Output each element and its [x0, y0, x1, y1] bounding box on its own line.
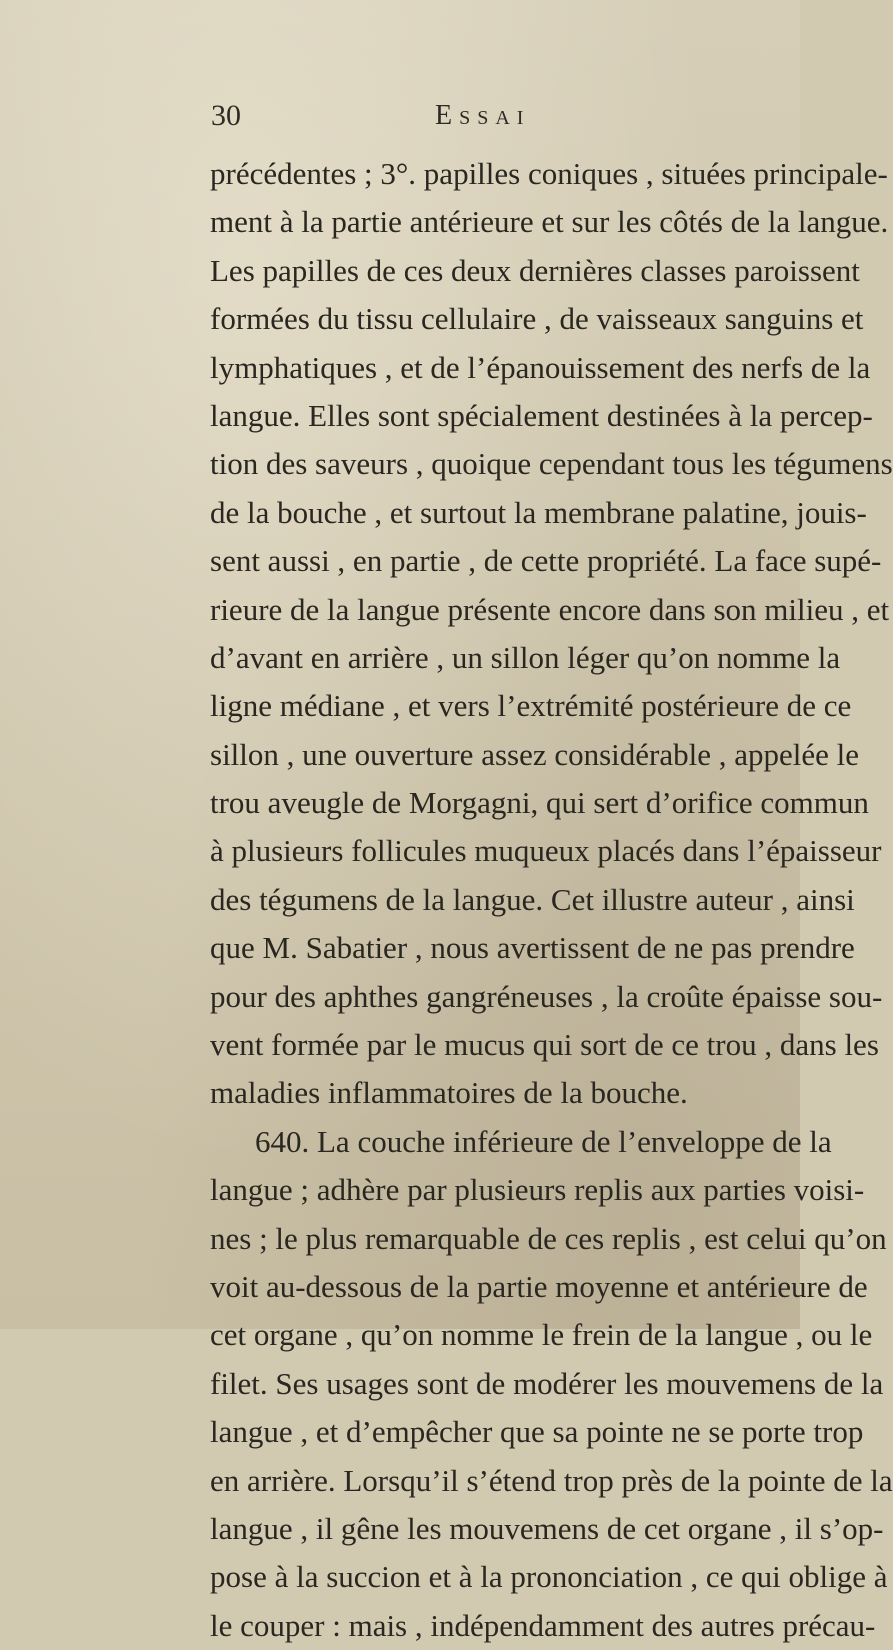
- text-line: Les papilles de ces deux dernières classes paroissent: [210, 252, 860, 288]
- running-head: Essai: [435, 100, 531, 131]
- text-line: en arrière. Lorsqu’il s’étend trop près de la pointe de la: [210, 1462, 893, 1498]
- text-line: trou aveugle de Morgagni, qui sert d’orifice commun: [210, 785, 869, 821]
- paragraph-end-line: maladies inflammatoires de la bouche.: [210, 1075, 688, 1111]
- text-line: ment à la partie antérieure et sur les côtés de la langue.: [210, 204, 889, 240]
- text-line: pour des aphthes gangréneuses , la croûte épaisse sou-: [210, 978, 883, 1014]
- paragraph-start-line: 640. La couche inférieure de l’enveloppe de la: [255, 1123, 832, 1159]
- text-line: langue ; adhère par plusieurs replis aux parties voisi-: [210, 1172, 865, 1208]
- text-line: que M. Sabatier , nous avertissent de ne pas prendre: [210, 930, 855, 966]
- body-text: [210, 150, 893, 1650]
- text-line: à plusieurs follicules muqueux placés dans l’épaisseur: [210, 833, 882, 869]
- text-line: langue , et d’empêcher que sa pointe ne se porte trop: [210, 1414, 864, 1450]
- text-line: filet. Ses usages sont de modérer les mouvemens de la: [210, 1365, 884, 1401]
- text-line: de la bouche , et surtout la membrane palatine, jouis-: [210, 494, 867, 530]
- page-header: [0, 98, 800, 138]
- text-line: langue , il gêne les mouvemens de cet organe , il s’op-: [210, 1510, 884, 1546]
- text-line: vent formée par le mucus qui sort de ce trou , dans les: [210, 1027, 879, 1063]
- text-line: d’avant en arrière , un sillon léger qu’on nomme la: [210, 639, 841, 675]
- text-line: sent aussi , en partie , de cette propriété. La face supé-: [210, 543, 882, 579]
- page-number: 30: [211, 99, 241, 132]
- text-line: voit au-dessous de la partie moyenne et antérieure de: [210, 1268, 868, 1304]
- text-line: précédentes ; 3°. papilles coniques , situées principale-: [210, 156, 888, 191]
- text-line: tion des saveurs , quoique cependant tous les tégumens: [210, 446, 893, 482]
- text-line: formées du tissu cellulaire , de vaisseaux sanguins et: [210, 301, 864, 337]
- text-line: le couper : mais , indépendamment des autres précau-: [210, 1607, 876, 1643]
- text-line: pose à la succion et à la prononciation , ce qui oblige à: [210, 1559, 888, 1595]
- text-line: lymphatiques , et de l’épanouissement des nerfs de la: [210, 349, 871, 385]
- text-line: sillon , une ouverture assez considérable , appelée le: [210, 736, 860, 772]
- text-line: des tégumens de la langue. Cet illustre auteur , ainsi: [210, 881, 855, 917]
- text-line: nes ; le plus remarquable de ces replis , est celui qu’on: [210, 1220, 887, 1256]
- text-line: ligne médiane , et vers l’extrémité postérieure de ce: [210, 688, 852, 724]
- text-line: cet organe , qu’on nomme le frein de la langue , ou le: [210, 1317, 873, 1353]
- text-line: rieure de la langue présente encore dans son milieu , et: [210, 591, 890, 627]
- text-line: langue. Elles sont spécialement destinées à la percep-: [210, 397, 873, 433]
